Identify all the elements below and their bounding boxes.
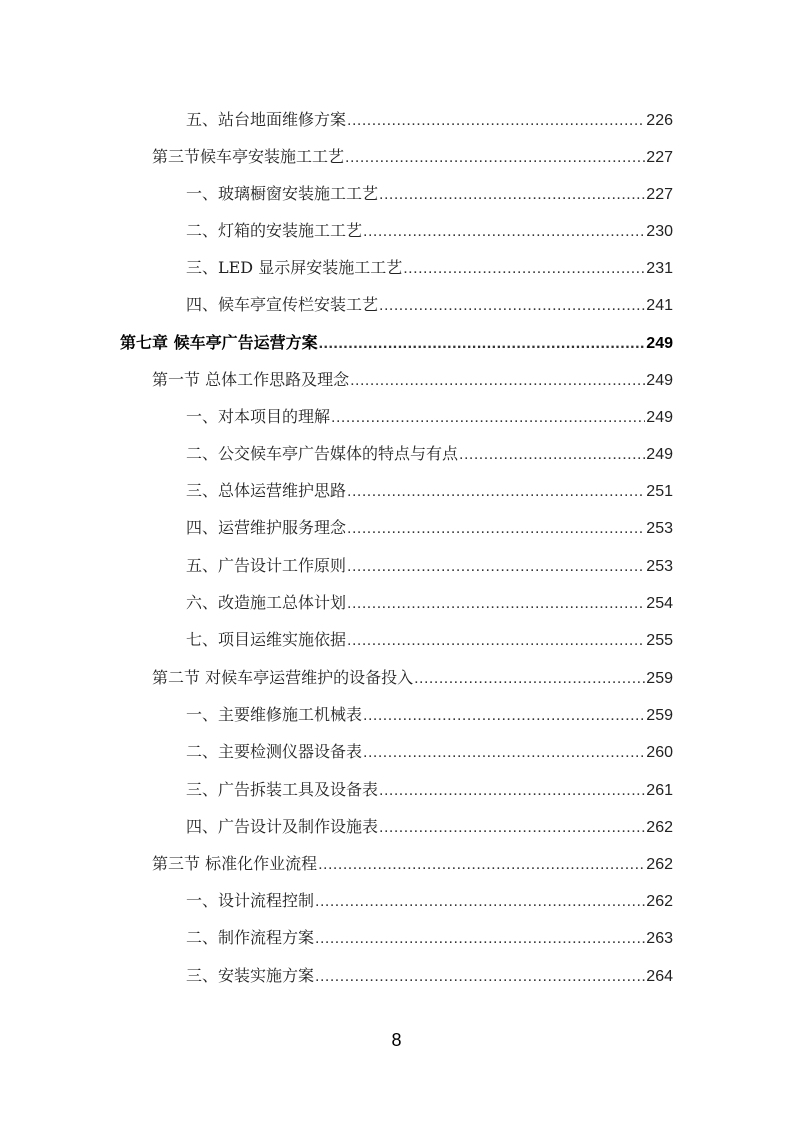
toc-entry-page: 249 bbox=[646, 409, 673, 426]
toc-entry-title: 三、安装实施方案 bbox=[186, 966, 315, 985]
toc-entry-title: 二、公交候车亭广告媒体的特点与有点 bbox=[186, 444, 459, 463]
leader-dots bbox=[318, 852, 645, 878]
toc-entry-page: 260 bbox=[646, 744, 673, 761]
toc-entry-title: 第三节 标准化作业流程 bbox=[152, 854, 318, 873]
toc-entry-page: 263 bbox=[646, 930, 673, 947]
toc-entry-title: 三、广告拆装工具及设备表 bbox=[186, 780, 379, 799]
toc-entry-page: 231 bbox=[646, 260, 673, 277]
toc-entry[interactable] bbox=[186, 181, 673, 207]
toc-entry[interactable] bbox=[186, 925, 673, 951]
toc-entry[interactable] bbox=[186, 627, 673, 653]
toc-entry-title: 五、站台地面维修方案 bbox=[186, 110, 347, 129]
toc-entry-title: 二、主要检测仪器设备表 bbox=[186, 742, 363, 761]
leader-dots bbox=[363, 703, 645, 729]
leader-dots bbox=[345, 145, 645, 171]
toc-entry[interactable] bbox=[186, 553, 673, 579]
leader-dots bbox=[403, 256, 645, 282]
toc-entry-title: 三、总体运营维护思路 bbox=[186, 481, 347, 500]
leader-dots bbox=[347, 591, 645, 617]
toc-entry[interactable] bbox=[186, 441, 673, 467]
toc-entry[interactable] bbox=[186, 255, 673, 281]
leader-dots bbox=[315, 926, 645, 952]
toc-entry[interactable] bbox=[152, 144, 673, 170]
leader-dots bbox=[459, 442, 645, 468]
toc-entry-title: 三、LED 显示屏安装施工工艺 bbox=[186, 258, 403, 277]
toc-entry[interactable] bbox=[152, 367, 673, 393]
toc-entry[interactable] bbox=[186, 218, 673, 244]
toc-entry-page: 264 bbox=[646, 968, 673, 985]
toc-entry-page: 255 bbox=[646, 632, 673, 649]
toc-entry-title: 七、项目运维实施依据 bbox=[186, 630, 347, 649]
toc-entry[interactable] bbox=[186, 478, 673, 504]
leader-dots bbox=[379, 182, 645, 208]
toc-entry-page: 253 bbox=[646, 520, 673, 537]
toc-entry-page: 241 bbox=[646, 297, 673, 314]
toc-entry-page: 249 bbox=[646, 372, 673, 389]
leader-dots bbox=[347, 108, 645, 134]
leader-dots bbox=[347, 554, 645, 580]
toc-entry-title: 四、广告设计及制作设施表 bbox=[186, 817, 379, 836]
toc-entry-title: 二、灯箱的安装施工工艺 bbox=[186, 221, 363, 240]
toc-entry-title: 一、主要维修施工机械表 bbox=[186, 705, 363, 724]
toc-entry-page: 262 bbox=[646, 856, 673, 873]
leader-dots bbox=[319, 331, 646, 357]
toc-entry-page: 253 bbox=[646, 558, 673, 575]
toc-entry-page: 227 bbox=[646, 149, 673, 166]
leader-dots bbox=[363, 740, 645, 766]
toc-entry-title: 四、运营维护服务理念 bbox=[186, 518, 347, 537]
toc-entry-page: 262 bbox=[646, 893, 673, 910]
toc-entry[interactable] bbox=[152, 665, 673, 691]
toc-entry-title: 第一节 总体工作思路及理念 bbox=[152, 370, 350, 389]
toc-entry[interactable] bbox=[186, 814, 673, 840]
toc-entry-title: 第七章 候车亭广告运营方案 bbox=[120, 333, 318, 352]
leader-dots bbox=[347, 516, 645, 542]
toc-entry[interactable] bbox=[186, 777, 673, 803]
toc-entry-page: 259 bbox=[646, 670, 673, 687]
toc-entry-title: 二、制作流程方案 bbox=[186, 928, 315, 947]
leader-dots bbox=[379, 778, 645, 804]
leader-dots bbox=[315, 964, 645, 990]
toc-entry-page: 251 bbox=[646, 483, 673, 500]
toc-entry[interactable] bbox=[186, 739, 673, 765]
toc-entry-title: 一、玻璃橱窗安装施工工艺 bbox=[186, 184, 379, 203]
toc-entry[interactable] bbox=[186, 963, 673, 989]
toc-entry-title: 第三节候车亭安装施工工艺 bbox=[152, 147, 345, 166]
toc-entry-title: 六、改造施工总体计划 bbox=[186, 593, 347, 612]
toc-entry-title: 一、对本项目的理解 bbox=[186, 407, 331, 426]
toc-entry-title: 五、广告设计工作原则 bbox=[186, 556, 347, 575]
toc-entry-page: 249 bbox=[646, 335, 673, 352]
toc-entry-title: 第二节 对候车亭运营维护的设备投入 bbox=[152, 668, 414, 687]
toc-entry[interactable] bbox=[152, 851, 673, 877]
leader-dots bbox=[350, 368, 645, 394]
toc-entry-page: 254 bbox=[646, 595, 673, 612]
leader-dots bbox=[315, 889, 645, 915]
toc-entry-title: 一、设计流程控制 bbox=[186, 891, 315, 910]
toc-entry[interactable] bbox=[186, 702, 673, 728]
toc-entry[interactable] bbox=[186, 292, 673, 318]
toc-entry-title: 四、候车亭宣传栏安装工艺 bbox=[186, 295, 379, 314]
leader-dots bbox=[331, 405, 645, 431]
toc-entry-page: 261 bbox=[646, 782, 673, 799]
toc-entry[interactable] bbox=[186, 515, 673, 541]
toc-entry[interactable] bbox=[186, 590, 673, 616]
toc-entry-page: 259 bbox=[646, 707, 673, 724]
toc-entry[interactable] bbox=[186, 404, 673, 430]
toc-entry-page: 226 bbox=[646, 112, 673, 129]
leader-dots bbox=[379, 293, 645, 319]
toc-entry[interactable] bbox=[186, 888, 673, 914]
toc-entry-page: 249 bbox=[646, 446, 673, 463]
leader-dots bbox=[414, 666, 645, 692]
toc-entry[interactable] bbox=[186, 107, 673, 133]
toc-entry-page: 227 bbox=[646, 186, 673, 203]
toc-entry-page: 230 bbox=[646, 223, 673, 240]
leader-dots bbox=[347, 479, 645, 505]
page-number: 8 bbox=[391, 1030, 402, 1050]
toc-chapter-entry[interactable] bbox=[120, 330, 673, 356]
leader-dots bbox=[363, 219, 645, 245]
leader-dots bbox=[379, 815, 645, 841]
leader-dots bbox=[347, 628, 645, 654]
toc-entry-page: 262 bbox=[646, 819, 673, 836]
